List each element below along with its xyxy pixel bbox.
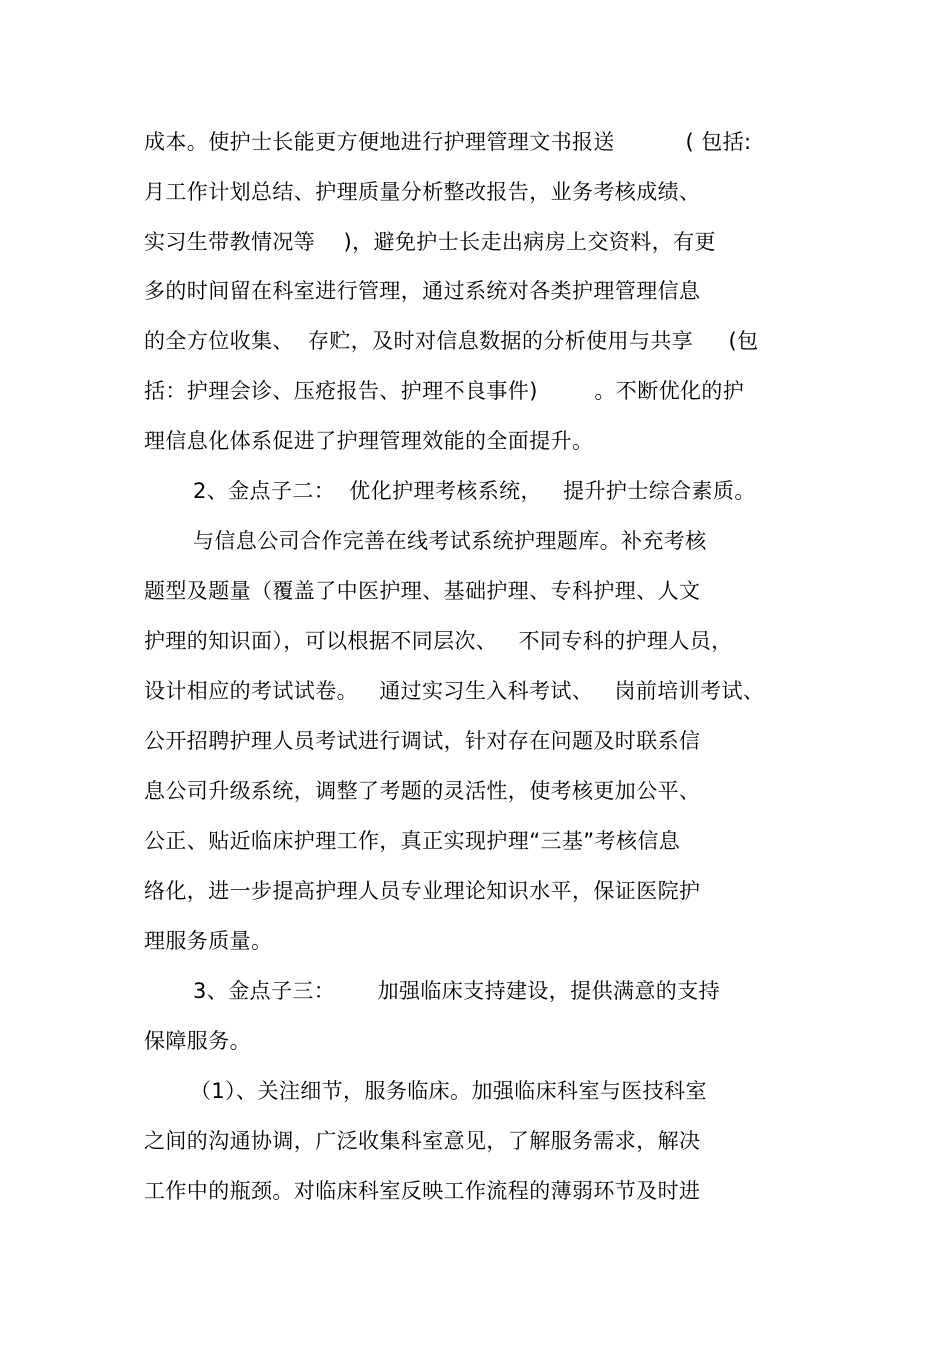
text-line: 之间的沟通协调，广泛收集科室意见，了解服务需求，解决 xyxy=(144,1129,701,1153)
section-heading: 3、金点子三： 加强临床支持建设，提供满意的支持 xyxy=(193,979,721,1003)
text-line: 实习生带教情况等 )，避免护士长走出病房上交资料，有更 xyxy=(144,230,716,254)
text-line: 括：护理会诊、压疮报告、护理不良事件) 。不断优化的护 xyxy=(144,379,745,403)
text-line: 成本。使护士长能更方便地进行护理管理文书报送 ( 包括: xyxy=(144,130,752,154)
text-line: 月工作计划总结、护理质量分析整改报告，业务考核成绩、 xyxy=(144,180,701,204)
paragraph-first-line: 与信息公司合作完善在线考试系统护理题库。补充考核 xyxy=(193,529,707,553)
text-line: 工作中的瓶颈。对临床科室反映工作流程的薄弱环节及时进 xyxy=(144,1179,701,1203)
text-line: 公开招聘护理人员考试进行调试，针对存在问题及时联系信 xyxy=(144,729,701,753)
text-line: 公正、贴近临床护理工作，真正实现护理“三基”考核信息 xyxy=(144,829,681,853)
text-line: 息公司升级系统，调整了考题的灵活性，使考核更加公平、 xyxy=(144,779,701,803)
text-line: 理服务质量。 xyxy=(144,929,273,953)
paragraph-first-line: （1）、关注细节，服务临床。加强临床科室与医技科室 xyxy=(190,1079,707,1103)
text-line: 设计相应的考试试卷。 通过实习生入科考试、 岗前培训考试、 xyxy=(144,679,765,703)
section-heading: 2、金点子二： 优化护理考核系统， 提升护士综合素质。 xyxy=(193,479,756,503)
text-line: 理信息化体系促进了护理管理效能的全面提升。 xyxy=(144,429,594,453)
text-line: 护理的知识面），可以根据不同层次、 不同专科的护理人员， xyxy=(144,629,733,653)
text-line: 题型及题量（覆盖了中医护理、基础护理、专科护理、人文 xyxy=(144,579,701,603)
text-line: 络化，进一步提高护理人员专业理论知识水平，保证医院护 xyxy=(144,879,701,903)
text-line: 的全方位收集、 存贮，及时对信息数据的分析使用与共享 (包 xyxy=(144,329,759,353)
text-line: 多的时间留在科室进行管理，通过系统对各类护理管理信息 xyxy=(144,279,701,303)
text-line: 保障服务。 xyxy=(144,1029,251,1053)
